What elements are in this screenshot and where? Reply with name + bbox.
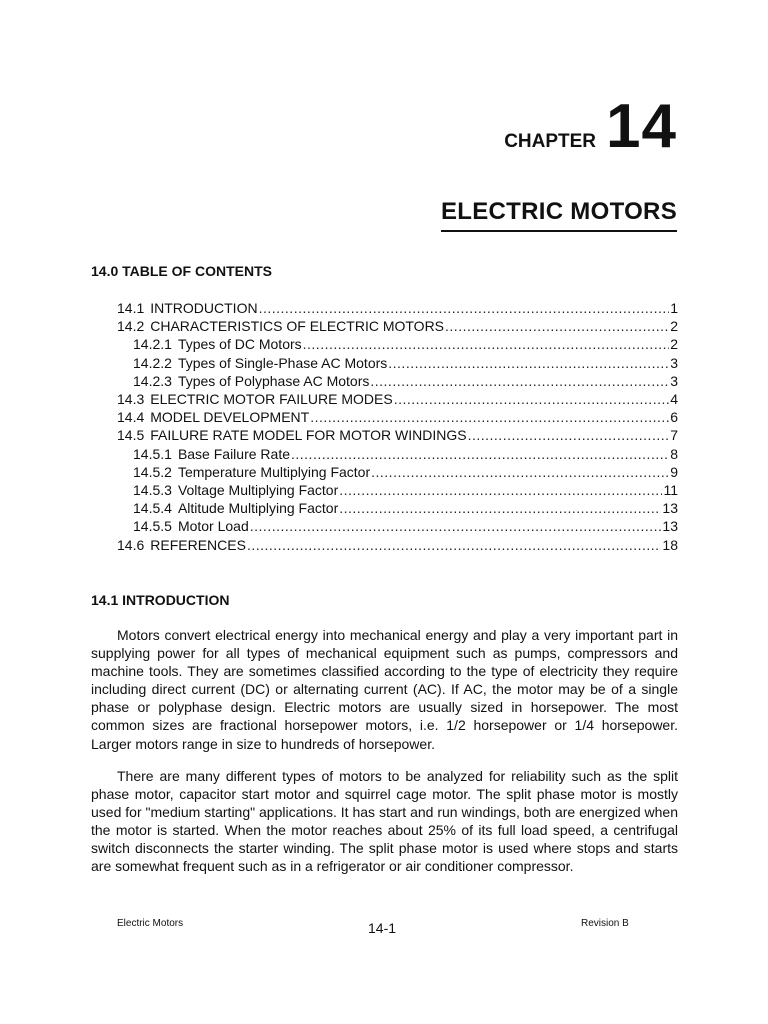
- toc-entry-page: 2: [670, 318, 678, 335]
- toc-entry-title: INTRODUCTION: [150, 300, 258, 316]
- chapter-heading: [504, 92, 677, 161]
- toc-entry-page: 13: [662, 500, 678, 517]
- toc-entry-number: 14.4: [117, 409, 145, 426]
- toc-dot-leader: [468, 426, 670, 444]
- toc-entry-title: Types of Single-Phase AC Motors: [177, 354, 388, 371]
- toc-entry-number: 14.6: [117, 536, 145, 553]
- toc-entry-title: Altitude Multiplying Factor: [177, 500, 339, 517]
- toc-entry-number: 14.3: [117, 391, 145, 408]
- toc-entry: [117, 499, 678, 517]
- toc-dot-leader: [445, 317, 669, 335]
- toc-entry-number: 14.2: [117, 318, 145, 335]
- toc-entry-title: FAILURE RATE MODEL FOR MOTOR WINDINGS: [150, 427, 467, 444]
- toc-entry-page: 1: [670, 300, 678, 316]
- toc-dot-leader: [247, 536, 661, 554]
- toc-entry-page: 6: [670, 409, 678, 426]
- toc-entry: [117, 354, 678, 372]
- toc-entry-number: 14.2.2: [133, 354, 172, 371]
- footer-revision: Revision B: [581, 918, 629, 929]
- footer-document-title: Electric Motors: [117, 918, 184, 929]
- toc-entry: [117, 317, 678, 335]
- toc-dot-leader: [388, 354, 669, 372]
- toc-entry: [117, 390, 678, 408]
- toc-entry-page: 18: [662, 536, 678, 553]
- toc-entry-title: Types of DC Motors: [177, 336, 302, 353]
- toc-entry-title: CHARACTERISTICS OF ELECTRIC MOTORS: [150, 318, 445, 335]
- toc-entry-number: 14.2.3: [133, 372, 172, 389]
- toc-heading: 14.0 TABLE OF CONTENTS: [91, 263, 272, 279]
- toc-entry-number: 14.5.1: [133, 445, 172, 462]
- toc-entry-title: Voltage Multiplying Factor: [177, 482, 339, 499]
- toc-entry: [117, 408, 678, 426]
- toc-entry: [117, 426, 678, 444]
- toc-entry-number: 14.2.1: [133, 336, 172, 353]
- toc-dot-leader: [303, 335, 670, 353]
- toc-entry-title: Temperature Multiplying Factor: [177, 463, 371, 480]
- chapter-word: CHAPTER: [504, 131, 597, 152]
- toc-entry-number: 14.5: [117, 427, 145, 444]
- toc-entry-page: 3: [670, 354, 678, 371]
- toc-entry: [117, 517, 678, 535]
- toc-dot-leader: [291, 445, 669, 463]
- chapter-number: 14: [606, 92, 677, 161]
- toc-dot-leader: [370, 372, 669, 390]
- toc-dot-leader: [394, 390, 670, 408]
- toc-entry-page: 2: [670, 336, 678, 353]
- toc-entry-title: MODEL DEVELOPMENT: [150, 409, 310, 426]
- toc-entry: [117, 445, 678, 463]
- toc-dot-leader: [259, 299, 670, 317]
- toc-entry-number: 14.5.3: [133, 482, 172, 499]
- toc-entry: [117, 536, 678, 554]
- toc-entry-page: 8: [670, 445, 678, 462]
- toc-entry: [117, 372, 678, 390]
- toc-entry-title: REFERENCES: [150, 536, 246, 553]
- toc-entry: [117, 299, 678, 317]
- toc-entry-title: Motor Load: [177, 518, 249, 535]
- toc-entry-title: Base Failure Rate: [177, 445, 290, 462]
- introduction-paragraph-1: Motors convert electrical energy into mechanical energy and play a very important part in supplying power for all types of mechanical equipment such as pumps, compressors and machine tools. They are sometimes classified according to the type of electricity they require including direct current (DC) or alternating current (AC). If AC, the motor may be of a single phase or polyphase design. Electric motors are usually sized in horsepower. The most common sizes are fractional horsepower motors, i.e. 1/2 horsepower or 1/4 horsepower. Larger motors range in size to hundreds of horsepower.: [91, 627, 678, 752]
- toc-entry-page: 7: [670, 427, 678, 444]
- chapter-title: ELECTRIC MOTORS: [441, 198, 677, 232]
- toc-dot-leader: [310, 408, 669, 426]
- toc-entry-page: 4: [670, 391, 678, 408]
- footer-page-number: 14-1: [368, 920, 397, 936]
- introduction-heading: 14.1 INTRODUCTION: [91, 592, 230, 608]
- toc-entry: [117, 335, 678, 353]
- toc-entry-number: 14.5.5: [133, 518, 172, 535]
- toc-dot-leader: [250, 517, 662, 535]
- toc-entry: [117, 481, 678, 499]
- toc-entry-number: 14.5.2: [133, 463, 172, 480]
- toc-entry-page: 13: [662, 518, 678, 535]
- toc-entry-page: 9: [670, 463, 678, 480]
- toc-entry-title: ELECTRIC MOTOR FAILURE MODES: [150, 391, 393, 408]
- toc-entry: [117, 463, 678, 481]
- toc-entry-number: 14.1: [117, 300, 145, 316]
- toc-dot-leader: [339, 499, 661, 517]
- toc-dot-leader: [339, 481, 662, 499]
- toc-entry-page: 11: [663, 482, 678, 499]
- introduction-paragraph-2: There are many different types of motors to be analyzed for reliability such as the split phase motor, capacitor start motor and squirrel cage motor. The split phase motor is mostly used for "medium starting" applications. It has start and run windings, both are energized when the motor is started. When the motor reaches about 25% of its full load speed, a centrifugal switch disconnects the starter winding. The split phase motor is used where stops and starts are somewhat frequent such as in a refrigerator or air conditioner compressor.: [91, 768, 678, 875]
- toc-entry-page: 3: [670, 372, 678, 389]
- table-of-contents: [117, 299, 678, 554]
- toc-entry-title: Types of Polyphase AC Motors: [177, 372, 370, 389]
- toc-dot-leader: [371, 463, 669, 481]
- toc-entry-number: 14.5.4: [133, 500, 172, 517]
